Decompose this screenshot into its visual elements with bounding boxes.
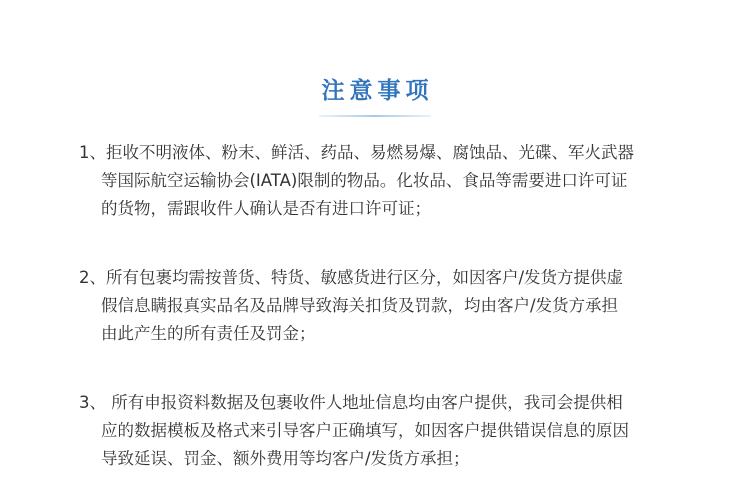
title-section	[0, 74, 750, 117]
notice-list	[79, 139, 689, 473]
notice-item-1	[79, 139, 689, 223]
notice-line: 由此产生的所有责任及罚金；	[101, 324, 316, 343]
title-underline	[319, 115, 431, 117]
page-title: 注意事项	[321, 78, 434, 104]
notice-line: 应的数据模板及格式来引导客户正确填写，如因客户提供错误信息的原因	[101, 421, 629, 440]
notice-line: 导致延误、罚金、额外费用等均客户/发货方承担；	[101, 449, 470, 468]
notice-line: 2、所有包裹均需按普货、特货、敏感货进行区分，如因客户/发货方提供虚	[79, 268, 624, 287]
notice-line: 假信息瞒报真实品名及品牌导致海关扣货及罚款，均由客户/发货方承担	[101, 296, 619, 315]
notice-line: 3、 所有申报资料数据及包裹收件人地址信息均由客户提供，我司会提供相	[79, 393, 623, 412]
notice-line: 1、拒收不明液体、粉末、鲜活、药品、易燃易爆、腐蚀品、光碟、军火武器	[79, 143, 634, 162]
notice-item-3	[79, 389, 689, 473]
notice-line: 等国际航空运输协会(IATA)限制的物品。化妆品、食品等需要进口许可证	[101, 171, 628, 190]
notice-item-2	[79, 264, 689, 348]
notice-line: 的货物，需跟收件人确认是否有进口许可证；	[101, 199, 431, 218]
